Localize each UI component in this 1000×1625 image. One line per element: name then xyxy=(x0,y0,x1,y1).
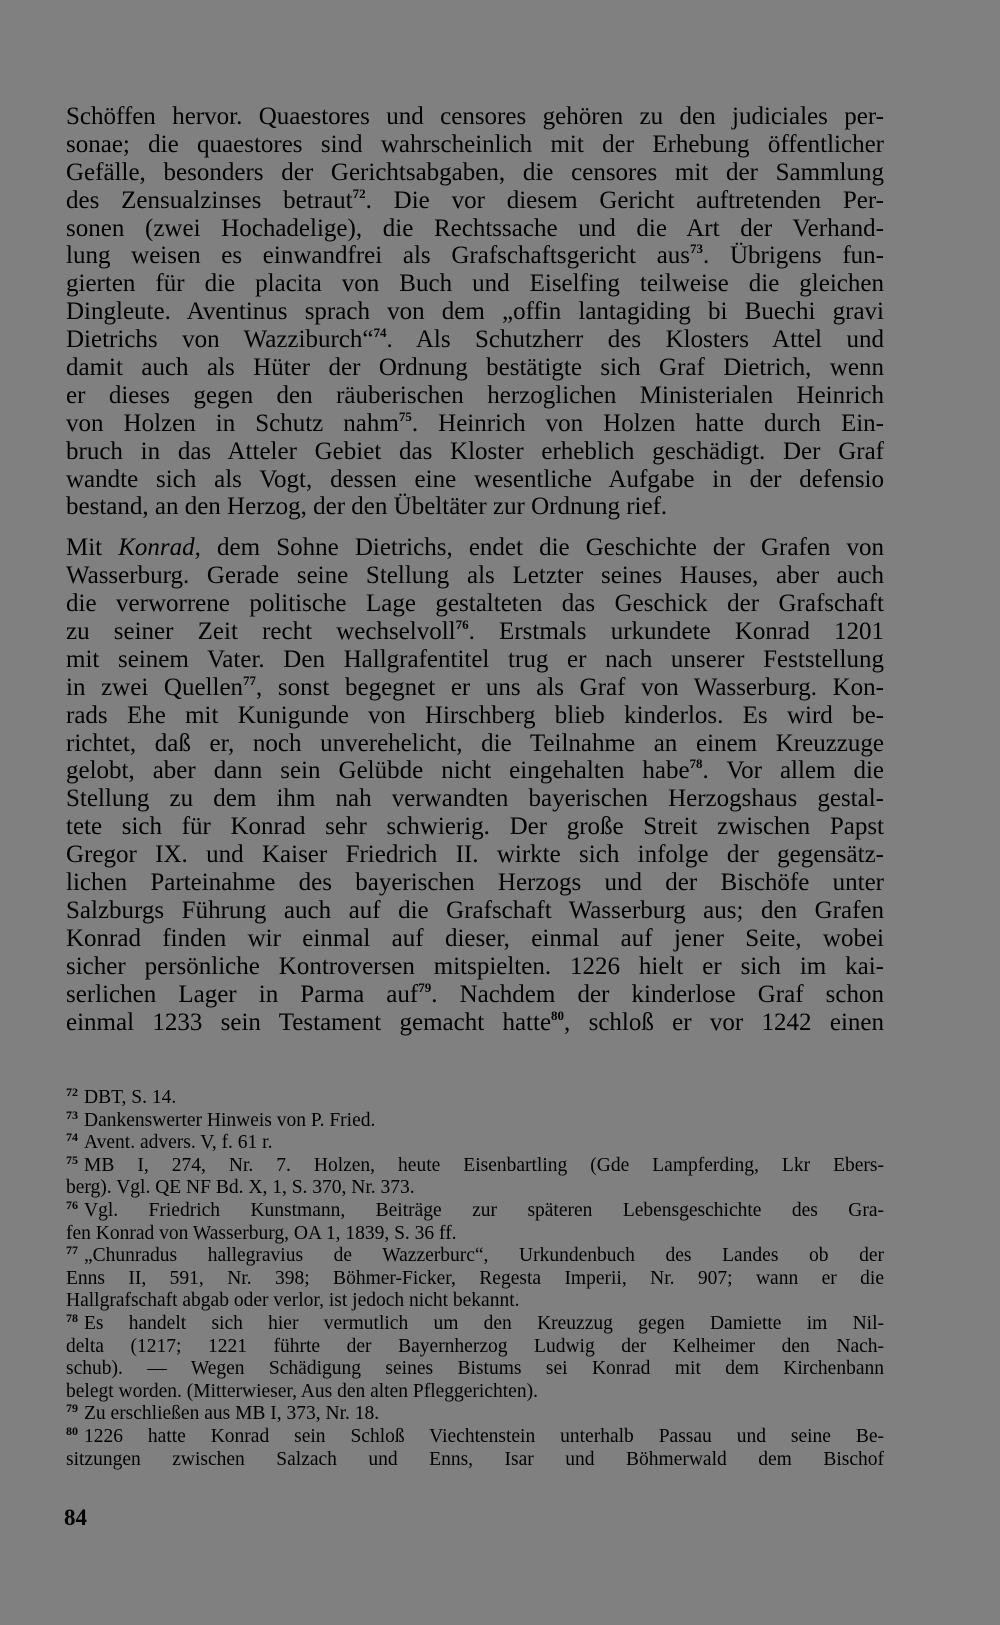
page-number: 84 xyxy=(64,1505,87,1530)
line-text: Dingleute. Aventinus sprach von dem „offin lantagiding bi Buechi gravi xyxy=(66,298,884,326)
body-line xyxy=(66,730,884,758)
footnote-line xyxy=(66,1423,884,1449)
line-text: einmal 1233 sein Testament gemacht hatte xyxy=(66,1008,552,1036)
footnote-text: Zu erschließen aus MB I, 373, Nr. 18. xyxy=(84,1403,380,1425)
footnote-line xyxy=(66,1310,884,1336)
line-text: Dietrichs von Wazziburch“ xyxy=(66,326,374,354)
footnote-text: „Chunradus hallegravius de Wazzerburc“, Urkundenbuch des Landes ob der xyxy=(84,1245,884,1267)
line-text: Stellung zu dem ihm nah verwandten bayerischen Herzogshaus gestal- xyxy=(66,785,884,813)
line-text: wandte sich als Vogt, dessen eine wesentliche Aufgabe in der defensio xyxy=(66,465,884,493)
footnote-text: Vgl. Friedrich Kunstmann, Beiträge zur späteren Lebensgeschichte des Gra- xyxy=(84,1199,884,1221)
footnote-text: belegt worden. (Mitterwieser, Aus den alten Pfleggerichten). xyxy=(66,1380,538,1402)
line-text: Schöffen hervor. Quaestores und censores gehören zu den judiciales per- xyxy=(66,103,884,130)
body-line xyxy=(66,242,884,270)
footnote-text: MB I, 274, Nr. 7. Holzen, heute Eisenbartling (Gde Lampferding, Lkr Ebers- xyxy=(84,1154,884,1176)
body-line xyxy=(66,981,884,1009)
line-text: sonen (zwei Hochadelige), die Rechtssache und die Art der Verhand- xyxy=(66,214,884,242)
footnote-text: Avent. advers. V, f. 61 r. xyxy=(84,1132,273,1154)
body-line xyxy=(66,674,884,702)
line-text: . Vor allem die xyxy=(702,757,884,785)
footnote-text: Hallgrafschaft abgab oder verlor, ist jedoch nicht bekannt. xyxy=(66,1290,520,1312)
body-line xyxy=(66,813,884,841)
footnote-reference: 75 xyxy=(398,408,412,424)
line-text: des Zensualzinses betraut xyxy=(66,186,353,214)
footnote-reference: 78 xyxy=(689,756,703,772)
line-text: von Holzen in Schutz nahm xyxy=(66,409,399,437)
body-line xyxy=(66,841,884,869)
footnote-text: Dankenswerter Hinweis von P. Fried. xyxy=(84,1109,376,1131)
body-line xyxy=(66,590,884,618)
line-text: richtet, daß er, noch unverehelicht, die Teilnahme an einem Kreuzzuge xyxy=(66,729,884,757)
footnote-reference: 74 xyxy=(373,325,387,341)
body-line xyxy=(66,215,884,243)
footnote-number: 76 xyxy=(66,1197,78,1212)
line-text: . Erstmals urkundete Konrad 1201 xyxy=(468,618,884,646)
footnote-line xyxy=(66,1152,884,1178)
body-line xyxy=(66,103,884,131)
footnote-line xyxy=(66,1449,884,1472)
line-text: Salzburgs Führung auch auf die Grafschaft Wasserburg aus; den Grafen xyxy=(66,896,884,924)
line-text: bestand, an den Herzog, der den Übeltäter zur Ordnung rief. xyxy=(66,493,668,521)
line-text: damit auch als Hüter der Ordnung bestätigte sich Graf Dietrich, wenn xyxy=(66,354,884,382)
line-text: serlichen Lager in Parma auf xyxy=(66,980,419,1008)
footnote-line xyxy=(66,1245,884,1268)
footnote-reference: 72 xyxy=(352,185,366,201)
footnote-line xyxy=(66,1087,884,1110)
line-text: dem Sohne Dietrichs, endet die Geschichte der Grafen von xyxy=(200,534,884,562)
line-text: . Die vor diesem Gericht auftretenden Per- xyxy=(365,186,884,214)
footnote-line xyxy=(66,1223,884,1246)
footnote-number: 75 xyxy=(66,1152,78,1167)
line-text: lung weisen es einwandfrei als Grafschaftsgericht aus xyxy=(66,242,691,270)
body-line xyxy=(66,534,884,562)
footnote-line xyxy=(66,1268,884,1291)
line-text: tete sich für Konrad sehr schwierig. Der große Streit zwischen Papst xyxy=(66,813,884,841)
body-line xyxy=(66,326,884,354)
line-text: , sonst begegnet er uns als Graf von Wasserburg. Kon- xyxy=(256,673,884,701)
footnote-text: delta (1217; 1221 führte der Bayernherzog Ludwig der Kelheimer den Nach- xyxy=(66,1335,884,1357)
footnote-reference: 76 xyxy=(455,617,469,633)
line-text: . Übrigens fun- xyxy=(703,242,884,270)
line-text: er dieses gegen den räuberischen herzoglichen Ministerialen Heinrich xyxy=(66,381,884,409)
body-line xyxy=(66,466,884,494)
italic-name: Konrad, xyxy=(118,534,201,562)
body-line xyxy=(66,646,884,674)
line-text: in zwei Quellen xyxy=(66,673,244,701)
paragraph-2 xyxy=(66,534,884,1036)
footnote-text: Enns II, 591, Nr. 398; Böhmer-Ficker, Regesta Imperii, Nr. 907; wann er die xyxy=(66,1267,884,1289)
line-text: sicher persönliche Kontroversen mitspielten. 1226 hielt er sich im kai- xyxy=(66,952,884,980)
body-line xyxy=(66,270,884,298)
line-text: zu seiner Zeit recht wechselvoll xyxy=(66,618,456,646)
line-text: sonae; die quaestores sind wahrscheinlich mit der Erhebung öffentlicher xyxy=(66,130,884,158)
footnote-number: 73 xyxy=(66,1107,78,1122)
body-line xyxy=(66,897,884,925)
line-text: . Als Schutzherr des Klosters Attel und xyxy=(386,326,884,354)
footnote-line xyxy=(66,1381,884,1404)
footnote-number: 72 xyxy=(66,1085,78,1099)
body-line xyxy=(66,159,884,187)
line-text: bruch in das Atteler Gebiet das Kloster erheblich geschädigt. Der Graf xyxy=(66,437,884,465)
footnote-text: 1226 hatte Konrad sein Schloß Viechtenstein unterhalb Passau und seine Be- xyxy=(84,1425,884,1447)
footnote-text: sitzungen zwischen Salzach und Enns, Isar und Böhmerwald dem Bischof xyxy=(66,1448,884,1470)
line-text: rads Ehe mit Kunigunde von Hirschberg blieb kinderlos. Es wird be- xyxy=(66,701,884,729)
body-line xyxy=(66,1009,884,1037)
body-line xyxy=(66,757,884,785)
line-text: mit seinem Vater. Den Hallgrafentitel trug er nach unserer Feststellung xyxy=(66,645,884,673)
footnote-reference: 77 xyxy=(243,672,257,688)
footnote-number: 77 xyxy=(66,1243,78,1258)
footnote-line xyxy=(66,1132,884,1155)
line-text: Wasserburg. Gerade seine Stellung als Letzter seines Hauses, aber auch xyxy=(66,562,884,590)
footnote-reference: 80 xyxy=(551,1007,565,1023)
body-line xyxy=(66,618,884,646)
line-text: Gregor IX. und Kaiser Friedrich II. wirkte sich infolge der gegensätz- xyxy=(66,841,884,869)
body-line xyxy=(66,298,884,326)
body-line xyxy=(66,562,884,590)
line-text: , schloß er vor 1242 einen xyxy=(564,1008,884,1036)
body-line xyxy=(66,187,884,215)
body-line xyxy=(66,410,884,438)
body-line xyxy=(66,493,884,521)
body-line xyxy=(66,382,884,410)
footnote-number: 74 xyxy=(66,1130,78,1145)
line-text: . Nachdem der kinderlose Graf schon xyxy=(431,980,884,1008)
body-line xyxy=(66,953,884,981)
footnotes xyxy=(66,1087,884,1471)
footnote-text: berg). Vgl. QE NF Bd. X, 1, S. 370, Nr. 373. xyxy=(66,1177,415,1199)
line-text: Gefälle, besonders der Gerichtsabgaben, die censores mit der Sammlung xyxy=(66,158,884,186)
body-line xyxy=(66,354,884,382)
line-text: gelobt, aber dann sein Gelübde nicht eingehalten habe xyxy=(66,757,690,785)
footnote-line xyxy=(66,1197,884,1223)
footnote-text: DBT, S. 14. xyxy=(84,1087,177,1108)
line-text: die verworrene politische Lage gestalteten das Geschick der Grafschaft xyxy=(66,590,884,618)
footnote-number: 78 xyxy=(66,1310,78,1325)
line-text: Mit xyxy=(66,534,119,562)
footnote-text: schub). — Wegen Schädigung seines Bistums sei Konrad mit dem Kirchenbann xyxy=(66,1358,884,1380)
line-text: Konrad finden wir einmal auf dieser, einmal auf jener Seite, wobei xyxy=(66,924,884,952)
body-line xyxy=(66,785,884,813)
body-line xyxy=(66,925,884,953)
footnote-line xyxy=(66,1290,884,1313)
footnote-line xyxy=(66,1403,884,1426)
paragraph-gap xyxy=(66,521,884,534)
body-line xyxy=(66,702,884,730)
footnote-number: 80 xyxy=(66,1423,78,1438)
body-line xyxy=(66,131,884,159)
footnote-text: fen Konrad von Wasserburg, OA 1, 1839, S. 36 ff. xyxy=(66,1222,457,1244)
line-text: gierten für die placita von Buch und Eiselfing teilweise die gleichen xyxy=(66,270,884,298)
footnote-number: 79 xyxy=(66,1401,78,1416)
body-line xyxy=(66,438,884,466)
footnote-line xyxy=(66,1107,884,1133)
footnote-line xyxy=(66,1177,884,1200)
footnote-reference: 73 xyxy=(690,241,704,257)
footnote-text: Es handelt sich hier vermutlich um den Kreuzzug gegen Damiette im Nil- xyxy=(84,1312,884,1334)
paragraph-1 xyxy=(66,103,884,521)
footnote-reference: 79 xyxy=(418,979,432,995)
line-text: . Heinrich von Holzen hatte durch Ein- xyxy=(411,409,884,437)
main-text xyxy=(66,103,884,1036)
body-line xyxy=(66,869,884,897)
footnote-line xyxy=(66,1358,884,1381)
footnote-line xyxy=(66,1336,884,1359)
line-text: lichen Parteinahme des bayerischen Herzogs und der Bischöfe unter xyxy=(66,869,884,897)
